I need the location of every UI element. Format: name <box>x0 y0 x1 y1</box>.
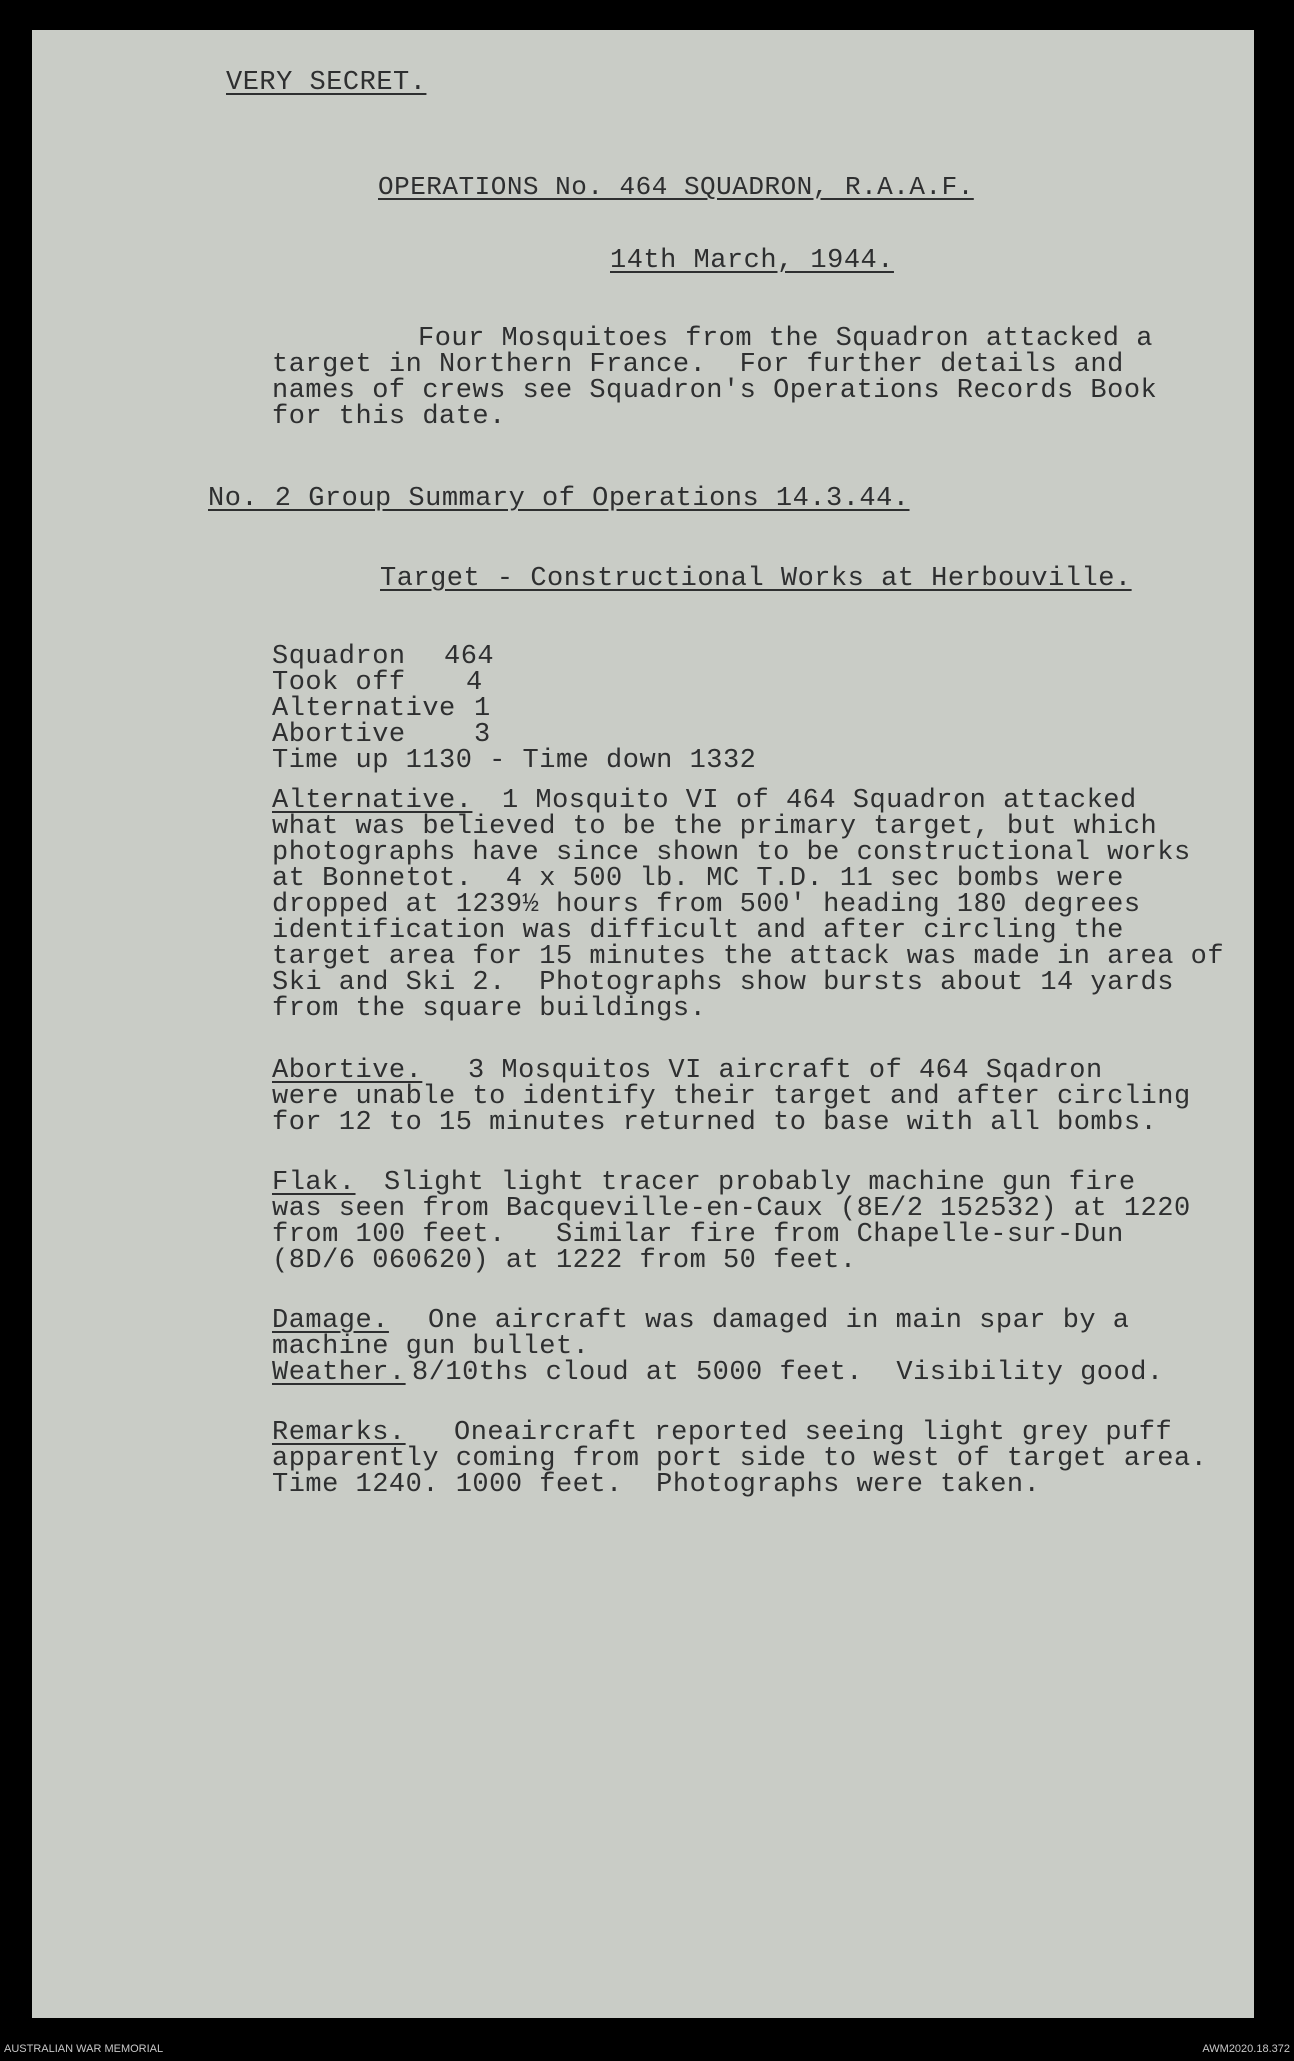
section-heading: Alternative. <box>272 786 473 816</box>
section-line: apparently coming from port side to west of target area. <box>272 1444 1208 1474</box>
section-heading: Flak. <box>272 1168 356 1198</box>
footer-institution: AUSTRALIAN WAR MEMORIAL <box>4 2043 164 2055</box>
stat-value: 4 <box>466 668 483 698</box>
section-line: 1 Mosquito VI of 464 Squadron attacked <box>502 786 1137 816</box>
section-line: for 12 to 15 minutes returned to base with all bombs. <box>272 1108 1158 1138</box>
time-line: Time up 1130 - Time down 1332 <box>272 746 757 776</box>
intro-line: Four Mosquitoes from the Squadron attacked a <box>418 324 1153 354</box>
section-line: Oneaircraft reported seeing light grey puff <box>454 1418 1173 1448</box>
section-line: machine gun bullet. <box>272 1332 590 1362</box>
section-heading: Weather. <box>272 1358 406 1388</box>
stat-value: 3 <box>474 720 491 750</box>
summary-heading: No. 2 Group Summary of Operations 14.3.44. <box>208 484 910 514</box>
section-line: Ski and Ski 2. Photographs show bursts about 14 yards <box>272 968 1174 998</box>
page-title: OPERATIONS No. 464 SQUADRON, R.A.A.F. <box>378 172 974 202</box>
intro-line: for this date. <box>272 402 506 432</box>
document-page <box>32 30 1254 2018</box>
section-line: was seen from Bacqueville-en-Caux (8E/2 152532) at 1220 <box>272 1194 1191 1224</box>
section-line: what was believed to be the primary target, but which <box>272 812 1158 842</box>
intro-line: names of crews see Squadron's Operations Records Book <box>272 376 1158 406</box>
target-heading: Target - Constructional Works at Herbouville. <box>380 564 1132 594</box>
section-line: photographs have since shown to be constructional works <box>272 838 1191 868</box>
stat-label: Abortive <box>272 720 406 750</box>
section-heading: Damage. <box>272 1306 389 1336</box>
intro-line: target in Northern France. For further details and <box>272 350 1124 380</box>
stat-label: Squadron <box>272 642 406 672</box>
classification-label: VERY SECRET. <box>226 68 427 98</box>
section-line: Time 1240. 1000 feet. Photographs were taken. <box>272 1470 1041 1500</box>
section-heading: Abortive. <box>272 1056 423 1086</box>
stat-value: 1 <box>474 694 491 724</box>
footer-accession-number: AWM2020.18.372 <box>1202 2043 1290 2055</box>
stat-label: Alternative <box>272 694 456 724</box>
report-date: 14th March, 1944. <box>610 246 894 276</box>
section-line: One aircraft was damaged in main spar by a <box>428 1306 1130 1336</box>
stat-label: Took off <box>272 668 406 698</box>
section-heading: Remarks. <box>272 1418 406 1448</box>
section-line: at Bonnetot. 4 x 500 lb. MC T.D. 11 sec bombs were <box>272 864 1124 894</box>
section-line: (8D/6 060620) at 1222 from 50 feet. <box>272 1246 857 1276</box>
section-line: 8/10ths cloud at 5000 feet. Visibility good. <box>412 1358 1164 1388</box>
section-line: from 100 feet. Similar fire from Chapelle-sur-Dun <box>272 1220 1124 1250</box>
section-line: Slight light tracer probably machine gun fire <box>384 1168 1136 1198</box>
section-line: 3 Mosquitos VI aircraft of 464 Sqadron <box>468 1056 1103 1086</box>
section-line: target area for 15 minutes the attack was made in area of <box>272 942 1225 972</box>
section-line: from the square buildings. <box>272 994 707 1024</box>
stat-value: 464 <box>444 642 495 672</box>
section-line: identification was difficult and after circling the <box>272 916 1124 946</box>
section-line: dropped at 1239½ hours from 500' heading 180 degrees <box>272 890 1141 920</box>
section-line: were unable to identify their target and after circling <box>272 1082 1191 1112</box>
